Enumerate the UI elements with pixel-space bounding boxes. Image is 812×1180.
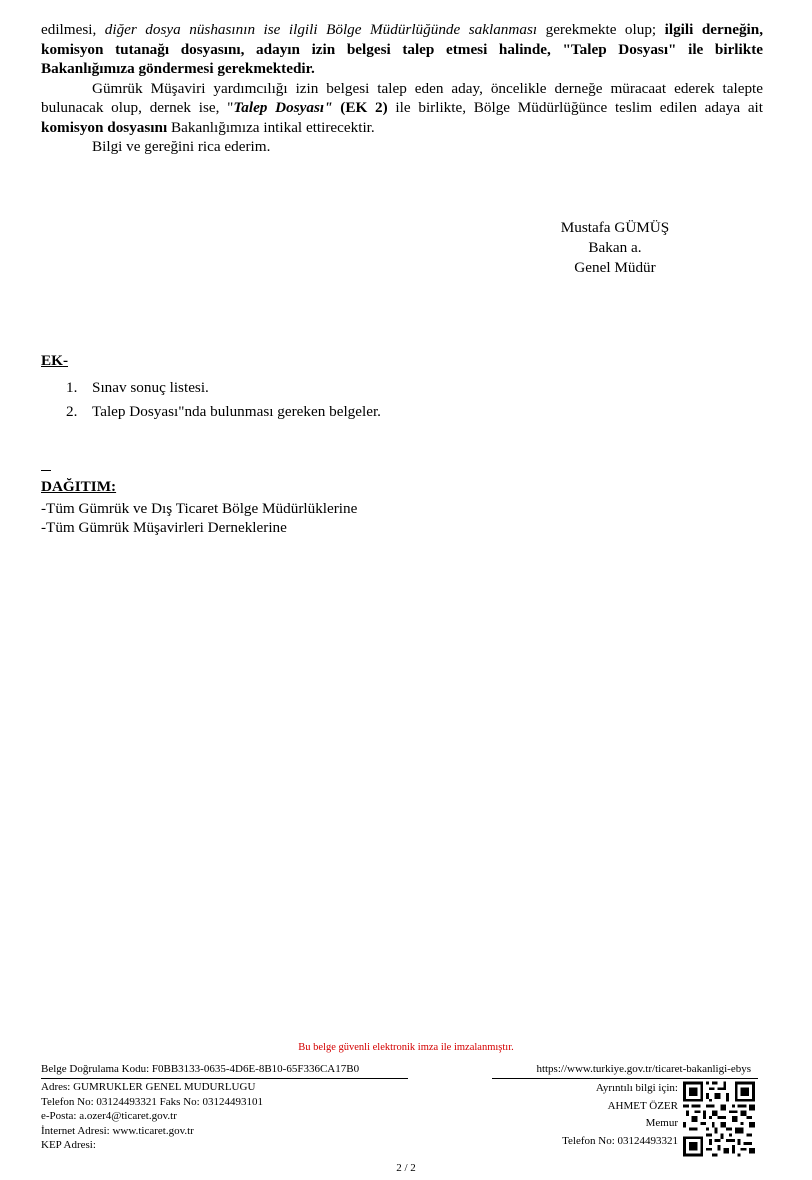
esignature-notice: Bu belge güvenli elektronik imza ile imzalanmıştır. <box>298 1042 514 1053</box>
list-item-text: Sınav sonuç listesi. <box>92 379 209 396</box>
list-item <box>66 400 381 424</box>
attachments-title-dash: - <box>62 352 69 369</box>
paragraph-1 <box>41 20 763 79</box>
letter-body <box>41 20 763 157</box>
signature-block <box>540 218 690 278</box>
footer-contact-info <box>41 1080 263 1153</box>
contact-label: Ayrıntılı bilgi için: <box>595 1082 678 1094</box>
text-run: ile birlikte, Bölge Müdürlüğünce teslim edilen adaya ait <box>387 99 763 116</box>
verification-url-link[interactable]: https://www.turkiye.gov.tr/ticaret-bakanligi-ebys <box>536 1063 751 1075</box>
paragraph-2 <box>41 79 763 138</box>
distribution-item: -Tüm Gümrük ve Dış Ticaret Bölge Müdürlüklerine <box>41 500 358 517</box>
qr-code-icon <box>683 1081 755 1157</box>
footer-address: Adres: GUMRUKLER GENEL MUDURLUGU <box>41 1081 256 1093</box>
footer-contact-person <box>562 1080 678 1150</box>
signatory-position: Genel Müdür <box>574 259 656 276</box>
paragraph-3: Bilgi ve gereğini rica ederim. <box>92 138 271 155</box>
text-run-bold: komisyon dosyasını <box>41 118 168 136</box>
page-number: 2 / 2 <box>396 1162 416 1174</box>
distribution-list <box>41 499 357 537</box>
text-run-italic: diğer dosya nüshasının ise ilgili Bölge Müdürlüğünde saklanması <box>104 21 538 38</box>
attachments-list <box>66 376 381 424</box>
list-item-text: Talep Dosyası"nda bulunması gereken belgeler. <box>92 403 381 420</box>
footer-phone-fax: Telefon No: 03124493321 Faks No: 03124493101 <box>41 1095 263 1108</box>
text-run-bold: ilgili derneğin, komisyon tutanağı dosyasını, adayın izin belgesi talep etmesi halinde, "Talep Dosyası" ile birlikte Bakanlığımıza göndermesi gerekmektedir. <box>41 21 763 77</box>
footer-kep: KEP Adresi: <box>41 1139 96 1151</box>
footer-divider-left <box>41 1078 408 1079</box>
attachments-title-text: EK <box>41 352 63 369</box>
list-item-number: 1. <box>66 379 78 396</box>
text-run: Gümrük Müşaviri yardımcılığı izin belgesi talep eden aday, öncelikle derneğe müracaat ederek talepte bulunacak olup, dernek ise, " <box>41 79 763 116</box>
text-run: gerekmekte olup; <box>537 21 665 38</box>
text-run: Bakanlığımıza intikal ettirecektir. <box>167 118 375 136</box>
signatory-title: Bakan a. <box>588 239 642 256</box>
distribution-item: -Tüm Gümrük Müşavirleri Derneklerine <box>41 519 287 536</box>
text-run-bold: (EK 2) <box>340 99 388 116</box>
divider-mark <box>41 470 51 471</box>
footer-website: İnternet Adresi: www.ticaret.gov.tr <box>41 1124 194 1137</box>
signatory-name: Mustafa GÜMÜŞ <box>560 219 670 236</box>
attachments-title <box>41 352 68 370</box>
footer-email: e-Posta: a.ozer4@ticaret.gov.tr <box>41 1110 177 1122</box>
contact-title: Memur <box>645 1117 678 1129</box>
contact-phone: Telefon No: 03124493321 <box>562 1134 678 1147</box>
contact-name: AHMET ÖZER <box>607 1099 678 1112</box>
footer-divider-right <box>492 1078 758 1079</box>
distribution-title: DAĞITIM: <box>41 478 117 495</box>
text-run-bold-italic: Talep Dosyası" <box>233 99 333 116</box>
verification-code: Belge Doğrulama Kodu: F0BB3133-0635-4D6E-8B10-65F336CA17B0 <box>41 1063 360 1075</box>
list-item-number: 2. <box>66 403 78 420</box>
text-run: edilmesi, <box>41 21 105 38</box>
list-item <box>66 376 381 400</box>
